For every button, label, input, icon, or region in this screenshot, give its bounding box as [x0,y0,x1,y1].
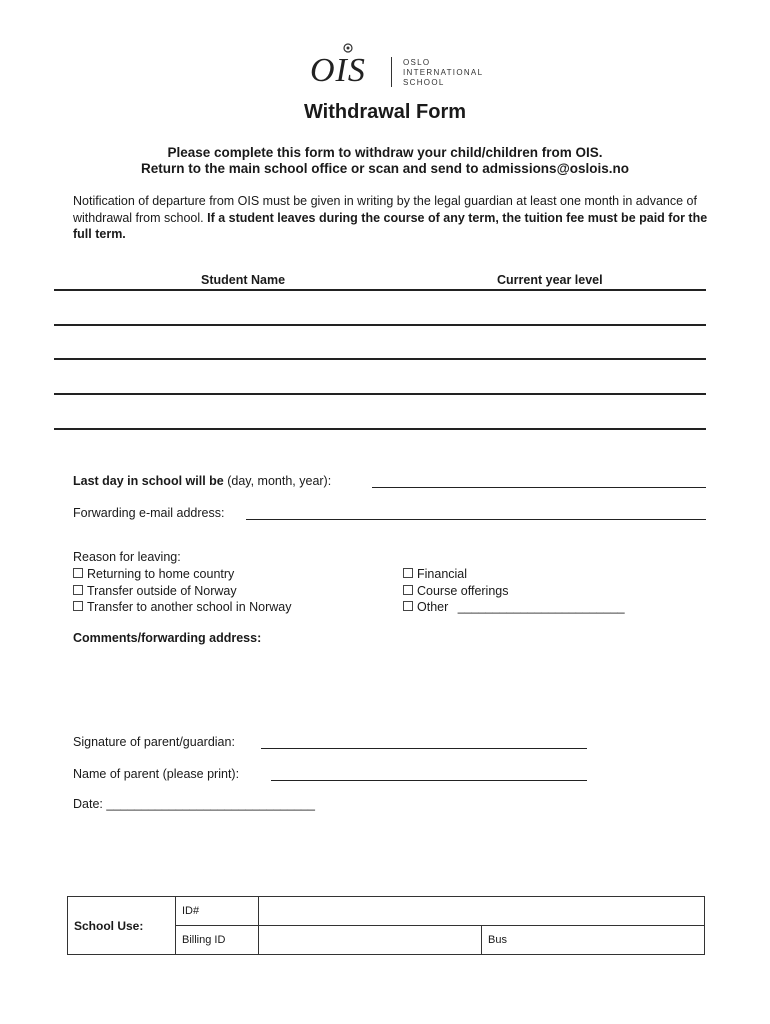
checkbox-transfer-norway[interactable]: Transfer to another school in Norway [73,599,292,616]
student-row-line[interactable] [54,289,706,291]
checkbox-other[interactable]: Other ________________________ [403,599,625,616]
notice-paragraph [73,193,723,243]
parent-name-label: Name of parent (please print): [73,767,240,781]
bus-cell[interactable]: Bus [482,926,705,955]
reason-options-right [403,566,625,616]
checkbox-icon[interactable] [73,585,83,595]
last-day-label: Last day in school will be (day, month, year): [73,474,332,488]
checkbox-icon[interactable] [403,585,413,595]
billing-id-label: Billing ID [176,926,259,955]
student-row-line[interactable] [54,358,706,360]
checkbox-icon[interactable] [73,568,83,578]
student-name-header: Student Name [201,273,286,287]
student-row-line[interactable] [54,324,706,326]
logo-divider [391,57,392,87]
checkbox-icon[interactable] [73,601,83,611]
checkbox-icon[interactable] [403,601,413,611]
date-label: Date: ______________________________ [73,797,315,811]
signature-label: Signature of parent/guardian: [73,735,235,749]
reason-heading: Reason for leaving: [73,550,181,564]
last-day-field[interactable] [372,487,706,488]
id-label: ID# [176,897,259,926]
reason-options-left [73,566,292,616]
form-title: Withdrawal Form [303,101,467,123]
notice-normal: Notification of departure from OIS must be given in writing by the legal guardian at least one month in advance of withdrawal from school. [73,194,697,225]
year-level-header: Current year level [497,273,603,287]
subtitle-line-2: Return to the main school office or scan and send to admissions@oslois.no [141,161,629,176]
subtitle-line-1: Please complete this form to withdraw your child/children from OIS. [167,145,603,160]
logo-text: OSLO INTERNATIONAL SCHOOL [403,58,484,87]
checkbox-transfer-outside[interactable]: Transfer outside of Norway [73,583,292,600]
other-blank[interactable]: ________________________ [457,600,625,614]
signature-field[interactable] [261,748,587,749]
checkbox-icon[interactable] [403,568,413,578]
notice-bold: If a student leaves during the course of any term, the tuition fee must be paid for the full term. [73,210,708,241]
checkbox-returning-home[interactable]: Returning to home country [73,566,292,583]
billing-id-field[interactable] [259,926,482,955]
student-row-line[interactable] [54,393,706,395]
school-use-table [67,896,705,955]
parent-name-field[interactable] [271,780,587,781]
checkbox-financial[interactable]: Financial [403,566,625,583]
id-field[interactable] [259,897,705,926]
logo-mark: OIS [310,52,366,89]
date-blank[interactable]: ______________________________ [106,797,315,811]
checkbox-course-offerings[interactable]: Course offerings [403,583,625,600]
comments-label: Comments/forwarding address: [73,631,262,645]
forwarding-email-field[interactable] [246,519,706,520]
school-logo [310,42,500,92]
forwarding-email-label: Forwarding e-mail address: [73,506,225,520]
school-use-label: School Use: [68,897,176,955]
student-row-line[interactable] [54,428,706,430]
